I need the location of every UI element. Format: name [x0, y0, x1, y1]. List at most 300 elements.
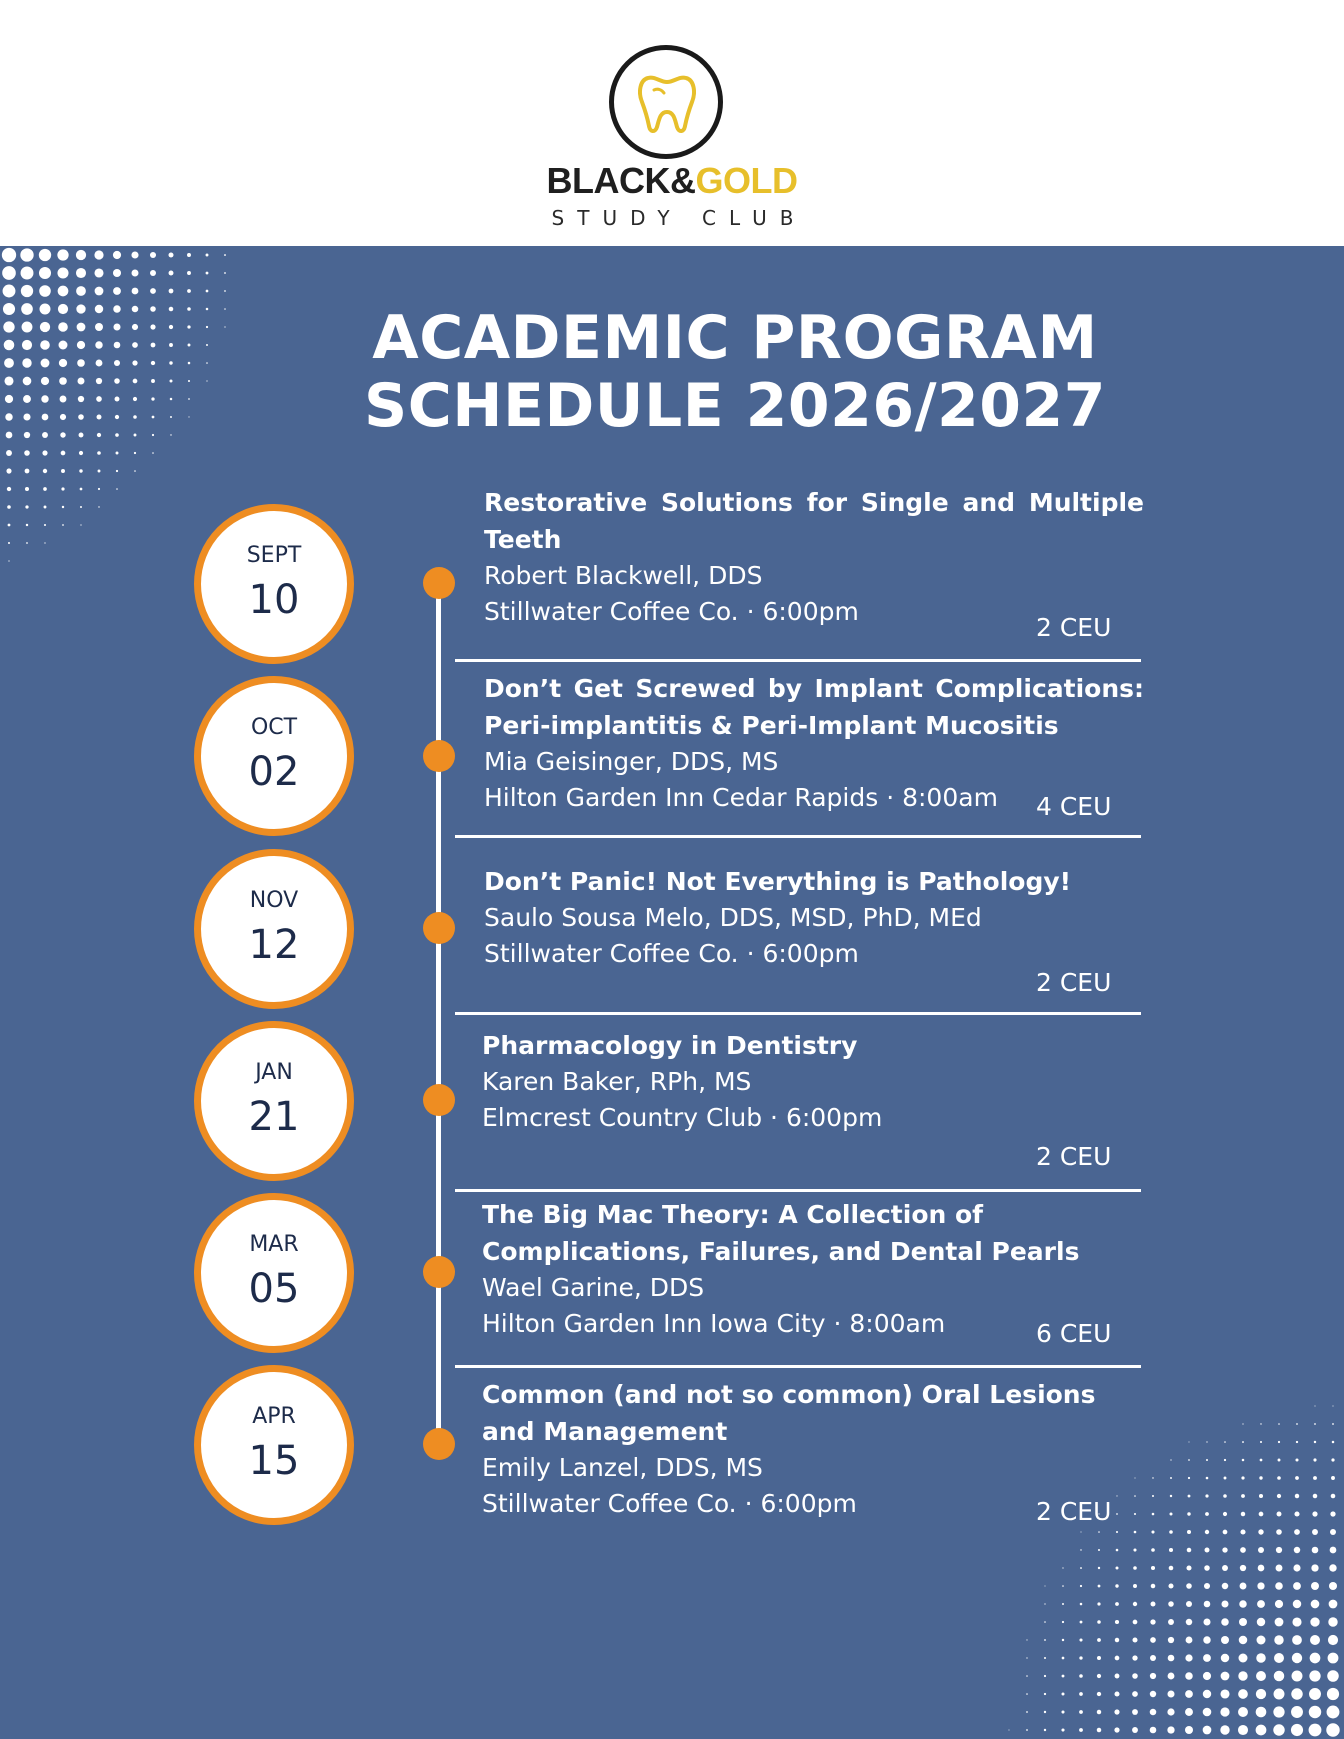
- halftone-dot: [7, 505, 11, 509]
- halftone-dot: [1257, 1600, 1265, 1608]
- halftone-dot: [23, 377, 32, 386]
- halftone-dot: [1274, 1689, 1285, 1700]
- halftone-dot: [1240, 1547, 1246, 1553]
- halftone-dot: [170, 380, 173, 383]
- halftone-dot: [1221, 1618, 1229, 1626]
- event-divider: [455, 659, 1141, 662]
- halftone-dot: [96, 396, 102, 402]
- halftone-dot: [1114, 1691, 1119, 1696]
- halftone-dot: [188, 362, 191, 365]
- halftone-dot: [1241, 1476, 1244, 1479]
- halftone-dot: [1295, 1458, 1298, 1461]
- halftone-dot: [4, 376, 13, 385]
- halftone-dot: [1098, 1567, 1100, 1569]
- halftone-dot: [1242, 1441, 1244, 1443]
- halftone-dot: [1151, 1548, 1155, 1552]
- halftone-dot: [1293, 1582, 1301, 1590]
- date-badge: [194, 676, 354, 836]
- halftone-dot: [170, 434, 171, 435]
- halftone-dot: [6, 432, 13, 439]
- halftone-dot: [132, 360, 137, 365]
- halftone-dot: [169, 289, 174, 294]
- halftone-dot: [113, 305, 120, 312]
- date-month: JAN: [255, 1060, 293, 1085]
- halftone-dot: [95, 323, 103, 331]
- halftone-dot: [1311, 1600, 1320, 1609]
- halftone-dot: [1294, 1529, 1300, 1535]
- halftone-dot: [1238, 1707, 1248, 1717]
- halftone-dot: [96, 378, 102, 384]
- halftone-dot: [59, 377, 67, 385]
- halftone-dot: [1220, 1725, 1229, 1734]
- halftone-dot: [62, 524, 64, 526]
- halftone-dot: [1188, 1477, 1190, 1479]
- halftone-dot: [1044, 1729, 1046, 1731]
- halftone-dot: [23, 395, 31, 403]
- halftone-dot: [132, 306, 139, 313]
- halftone-dot: [1311, 1582, 1319, 1590]
- halftone-dot: [1186, 1565, 1191, 1570]
- halftone-dot: [1332, 1441, 1335, 1444]
- event-venue-time: Hilton Garden Inn Cedar Rapids · 8:00am: [484, 783, 998, 812]
- halftone-dot: [1168, 1619, 1174, 1625]
- halftone-dot: [1273, 1706, 1284, 1717]
- halftone-dot: [77, 341, 85, 349]
- halftone-dot: [1132, 1637, 1137, 1642]
- halftone-dot: [8, 560, 9, 561]
- halftone-dot: [43, 487, 47, 491]
- date-badge: [194, 504, 354, 664]
- halftone-dot: [1186, 1637, 1193, 1644]
- halftone-dot: [1061, 1728, 1064, 1731]
- halftone-dot: [22, 322, 33, 333]
- halftone-dot: [1326, 1723, 1339, 1736]
- event-divider: [455, 1365, 1141, 1368]
- halftone-dot: [1274, 1635, 1283, 1644]
- halftone-dot: [1150, 1727, 1157, 1734]
- halftone-dot: [116, 488, 118, 490]
- halftone-dot: [7, 487, 11, 491]
- halftone-dot: [1168, 1637, 1174, 1643]
- halftone-dot: [150, 252, 156, 258]
- halftone-dot: [131, 251, 138, 258]
- halftone-dot: [1098, 1531, 1100, 1533]
- event-venue-time: Stillwater Coffee Co. · 6:00pm: [482, 1489, 857, 1518]
- timeline-dot: [423, 912, 455, 944]
- halftone-dot: [40, 340, 50, 350]
- halftone-dot: [1259, 1476, 1262, 1479]
- halftone-dot: [150, 306, 156, 312]
- halftone-dot: [1292, 1635, 1302, 1645]
- halftone-dot: [1295, 1476, 1299, 1480]
- brand-subtitle: STUDY CLUB: [551, 206, 807, 230]
- halftone-dot: [2, 266, 16, 280]
- halftone-dot: [1115, 1584, 1118, 1587]
- halftone-dot: [79, 451, 83, 455]
- halftone-dot: [78, 396, 84, 402]
- halftone-dot: [134, 452, 136, 454]
- halftone-dot: [1328, 1617, 1337, 1626]
- halftone-dot: [113, 251, 121, 259]
- halftone-dot: [1273, 1724, 1284, 1735]
- halftone-dot: [1204, 1601, 1211, 1608]
- halftone-dot: [1203, 1672, 1211, 1680]
- halftone-dot: [1220, 1689, 1229, 1698]
- halftone-dot: [169, 307, 174, 312]
- halftone-dot: [1169, 1566, 1174, 1571]
- halftone-dot: [1185, 1654, 1192, 1661]
- halftone-dot: [1259, 1494, 1263, 1498]
- ceu-badge: 6 CEU: [1036, 1319, 1112, 1348]
- halftone-dot: [1276, 1547, 1282, 1553]
- halftone-dot: [1097, 1656, 1101, 1660]
- halftone-dot: [1151, 1602, 1156, 1607]
- date-day: 15: [248, 1438, 300, 1484]
- halftone-dot: [151, 361, 155, 365]
- halftone-dot: [44, 506, 47, 509]
- halftone-dot: [41, 359, 50, 368]
- halftone-dot: [1314, 1405, 1315, 1406]
- halftone-dot: [1061, 1710, 1064, 1713]
- halftone-dot: [1062, 1657, 1065, 1660]
- header: [0, 0, 1344, 246]
- halftone-dot: [151, 343, 156, 348]
- halftone-dot: [132, 270, 139, 277]
- halftone-dot: [1329, 1582, 1337, 1590]
- halftone-dot: [206, 326, 208, 328]
- halftone-dot: [79, 433, 84, 438]
- halftone-dot: [1167, 1690, 1174, 1697]
- halftone-dot: [1203, 1654, 1211, 1662]
- event-venue-time: Hilton Garden Inn Iowa City · 8:00am: [482, 1309, 946, 1338]
- halftone-dot: [3, 285, 16, 298]
- halftone-dot: [1026, 1657, 1027, 1658]
- halftone-dot: [1296, 1441, 1298, 1443]
- halftone-dot: [1328, 1635, 1338, 1645]
- halftone-dot: [1080, 1603, 1083, 1606]
- halftone-dot: [113, 323, 120, 330]
- halftone-dot: [224, 254, 226, 256]
- halftone-dot: [1132, 1691, 1138, 1697]
- halftone-dot: [1169, 1512, 1172, 1515]
- halftone-dot: [1332, 1423, 1334, 1425]
- event-title: Restorative Solutions for Single and Multiple Teeth: [484, 488, 1144, 554]
- halftone-dot: [1187, 1548, 1192, 1553]
- halftone-dot: [1256, 1671, 1266, 1681]
- halftone-dot: [224, 308, 226, 310]
- halftone-dot: [1204, 1565, 1210, 1571]
- halftone-dot: [1026, 1729, 1028, 1731]
- halftone-dot: [1274, 1653, 1284, 1663]
- halftone-dot: [2, 248, 16, 262]
- halftone-dot: [1293, 1600, 1301, 1608]
- halftone-dot: [151, 379, 155, 383]
- halftone-dot: [1062, 1675, 1065, 1678]
- halftone-dot: [1260, 1423, 1261, 1424]
- halftone-dot: [1330, 1529, 1336, 1535]
- halftone-dot: [1133, 1602, 1137, 1606]
- ceu-badge: 4 CEU: [1036, 792, 1112, 821]
- halftone-dot: [1222, 1565, 1228, 1571]
- halftone-dot: [1203, 1636, 1210, 1643]
- halftone-dot: [150, 324, 155, 329]
- halftone-dot: [1314, 1423, 1316, 1425]
- halftone-dot: [1026, 1639, 1027, 1640]
- brand-name-gold: GOLD: [695, 160, 798, 201]
- halftone-dot: [132, 324, 138, 330]
- halftone-dot: [1275, 1618, 1284, 1627]
- date-day: 02: [248, 749, 300, 795]
- halftone-dot: [1097, 1620, 1101, 1624]
- halftone-dot: [206, 272, 209, 275]
- halftone-dot: [1238, 1725, 1248, 1735]
- halftone-dot: [22, 340, 32, 350]
- halftone-dot: [224, 290, 226, 292]
- halftone-dot: [188, 398, 190, 400]
- halftone-dot: [1278, 1459, 1281, 1462]
- halftone-dot: [1259, 1512, 1264, 1517]
- halftone-dot: [1188, 1495, 1191, 1498]
- halftone-dot: [5, 395, 13, 403]
- halftone-dot: [76, 250, 86, 260]
- halftone-dot: [25, 505, 28, 508]
- halftone-dot: [1097, 1602, 1100, 1605]
- halftone-dot: [1312, 1547, 1319, 1554]
- page-title-line-2: SCHEDULE 2026/2027: [364, 371, 1106, 441]
- halftone-dot: [40, 304, 51, 315]
- timeline-dot: [423, 567, 455, 599]
- event-title: Don’t Get Screwed by Implant Complications: Peri-implantitis & Peri-Implant Mucositis: [484, 674, 1144, 740]
- halftone-dot: [1221, 1636, 1229, 1644]
- halftone-dot: [1204, 1583, 1210, 1589]
- halftone-dot: [1310, 1635, 1320, 1645]
- halftone-dot: [42, 432, 48, 438]
- halftone-dot: [115, 433, 119, 437]
- halftone-dot: [1185, 1690, 1193, 1698]
- halftone-dot: [59, 359, 67, 367]
- halftone-dot: [6, 468, 11, 473]
- halftone-dot: [1097, 1674, 1101, 1678]
- brand-name-black: BLACK&: [546, 160, 696, 201]
- halftone-dot: [1062, 1603, 1064, 1605]
- halftone-dot: [98, 488, 100, 490]
- halftone-dot: [1188, 1459, 1190, 1461]
- date-month: APR: [252, 1404, 296, 1429]
- halftone-dot: [1079, 1692, 1083, 1696]
- halftone-dot: [1224, 1477, 1227, 1480]
- halftone-dot: [1311, 1564, 1318, 1571]
- halftone-dot: [1168, 1583, 1173, 1588]
- halftone-dot: [1260, 1459, 1263, 1462]
- ceu-badge: 2 CEU: [1036, 1142, 1112, 1171]
- timeline-dot: [423, 740, 455, 772]
- halftone-dot: [1115, 1656, 1120, 1661]
- halftone-dot: [59, 341, 68, 350]
- halftone-dot: [25, 469, 30, 474]
- halftone-dot: [1115, 1674, 1120, 1679]
- event-venue-time: Stillwater Coffee Co. · 6:00pm: [484, 939, 859, 968]
- halftone-dot: [61, 469, 65, 473]
- halftone-dot: [1330, 1547, 1337, 1554]
- halftone-dot: [1169, 1530, 1173, 1534]
- halftone-dot: [6, 450, 12, 456]
- halftone-dot: [224, 326, 225, 327]
- halftone-dot: [1187, 1512, 1190, 1515]
- halftone-dot: [1168, 1655, 1175, 1662]
- halftone-dot: [1044, 1657, 1046, 1659]
- ceu-badge: 2 CEU: [1036, 1497, 1112, 1526]
- halftone-dot: [152, 416, 155, 419]
- halftone-dot: [1080, 1585, 1082, 1587]
- halftone-dot: [1238, 1671, 1247, 1680]
- halftone-dot: [1309, 1724, 1322, 1737]
- halftone-dot: [1238, 1689, 1248, 1699]
- halftone-dot: [151, 397, 154, 400]
- halftone-dot: [1223, 1530, 1228, 1535]
- halftone-dot: [1045, 1586, 1046, 1587]
- halftone-dot: [4, 358, 14, 368]
- halftone-dot: [1294, 1547, 1300, 1553]
- halftone-dot: [58, 322, 68, 332]
- event-title: The Big Mac Theory: A Collection of Complications, Failures, and Dental Pearls: [482, 1200, 1080, 1266]
- date-badge: [194, 849, 354, 1009]
- halftone-dot: [115, 415, 119, 419]
- halftone-dot: [1310, 1617, 1319, 1626]
- halftone-dot: [1274, 1671, 1285, 1682]
- ceu-badge: 2 CEU: [1036, 968, 1112, 997]
- halftone-dot: [1186, 1583, 1192, 1589]
- halftone-dot: [1256, 1689, 1266, 1699]
- halftone-dot: [1097, 1638, 1101, 1642]
- halftone-dot: [1224, 1441, 1226, 1443]
- halftone-dot: [1152, 1513, 1155, 1516]
- halftone-dot: [21, 267, 34, 280]
- timeline-dot: [423, 1428, 455, 1460]
- halftone-dot: [1258, 1565, 1265, 1572]
- halftone-dot: [1044, 1693, 1046, 1695]
- halftone-dot: [3, 303, 15, 315]
- halftone-dot: [24, 450, 30, 456]
- halftone-dot: [1116, 1549, 1119, 1552]
- date-day: 21: [248, 1094, 300, 1140]
- halftone-dot: [4, 340, 15, 351]
- halftone-dot: [43, 469, 47, 473]
- halftone-dot: [1044, 1711, 1046, 1713]
- halftone-dot: [170, 398, 173, 401]
- halftone-dot: [1206, 1459, 1208, 1461]
- event-divider: [455, 835, 1141, 838]
- halftone-dot: [1114, 1727, 1119, 1732]
- halftone-dot: [41, 395, 48, 402]
- halftone-dot: [1133, 1620, 1138, 1625]
- halftone-dot: [1150, 1673, 1156, 1679]
- halftone-dot: [1203, 1708, 1212, 1717]
- halftone-dot: [114, 360, 120, 366]
- halftone-dot: [1167, 1708, 1174, 1715]
- halftone-dot: [1241, 1512, 1245, 1516]
- halftone-dot: [1062, 1693, 1065, 1696]
- halftone-dot: [1310, 1653, 1321, 1664]
- halftone-dot: [1276, 1529, 1282, 1535]
- halftone-dot: [1151, 1566, 1155, 1570]
- date-day: 10: [248, 577, 300, 623]
- halftone-dot: [1133, 1566, 1137, 1570]
- halftone-dot: [26, 524, 28, 526]
- halftone-dot: [1150, 1709, 1157, 1716]
- halftone-dot: [1044, 1621, 1046, 1623]
- halftone-dot: [1168, 1673, 1175, 1680]
- halftone-dot: [1292, 1653, 1302, 1663]
- halftone-dot: [1133, 1548, 1136, 1551]
- halftone-dot: [133, 415, 137, 419]
- halftone-dot: [1220, 1707, 1229, 1716]
- halftone-dot: [39, 285, 51, 297]
- halftone-dot: [44, 524, 46, 526]
- halftone-dot: [1150, 1619, 1155, 1624]
- halftone-dot: [25, 487, 29, 491]
- halftone-dot: [1277, 1512, 1282, 1517]
- halftone-dot: [1203, 1726, 1212, 1735]
- halftone-dot: [1242, 1423, 1243, 1424]
- halftone-dot: [1239, 1600, 1246, 1607]
- halftone-dot: [1150, 1655, 1156, 1661]
- halftone-dot: [206, 344, 208, 346]
- halftone-dot: [1186, 1619, 1192, 1625]
- halftone-dot: [134, 434, 137, 437]
- halftone-dot: [42, 450, 47, 455]
- halftone-dot: [95, 341, 102, 348]
- halftone-dot: [40, 322, 50, 332]
- halftone-dot: [1026, 1693, 1028, 1695]
- halftone-dot: [1151, 1584, 1156, 1589]
- halftone-dot: [60, 432, 65, 437]
- halftone-dot: [80, 524, 81, 525]
- halftone-dot: [61, 451, 66, 456]
- halftone-dot: [20, 248, 33, 261]
- halftone-dot: [1330, 1511, 1335, 1516]
- halftone-dot: [1080, 1621, 1083, 1624]
- halftone-dot: [187, 307, 191, 311]
- halftone-dot: [188, 344, 191, 347]
- halftone-dot: [1278, 1441, 1280, 1443]
- halftone-dot: [1062, 1639, 1064, 1641]
- halftone-dot: [169, 361, 172, 364]
- halftone-dot: [1313, 1494, 1318, 1499]
- halftone-dot: [1203, 1618, 1210, 1625]
- halftone-dot: [60, 396, 67, 403]
- halftone-dot: [1257, 1618, 1265, 1626]
- event-speaker: Karen Baker, RPh, MS: [482, 1067, 752, 1096]
- halftone-dot: [1080, 1567, 1082, 1569]
- event-divider: [455, 1189, 1141, 1192]
- halftone-dot: [1150, 1637, 1156, 1643]
- halftone-dot: [1116, 1531, 1118, 1533]
- ceu-badge: 2 CEU: [1036, 613, 1112, 642]
- halftone-dot: [1309, 1670, 1320, 1681]
- tooth-icon: [638, 70, 696, 136]
- halftone-dot: [78, 414, 84, 420]
- halftone-dot: [1115, 1638, 1119, 1642]
- halftone-dot: [1026, 1675, 1028, 1677]
- halftone-dot: [1008, 1729, 1009, 1730]
- halftone-dot: [113, 287, 121, 295]
- halftone-dot: [39, 249, 51, 261]
- halftone-dot: [1205, 1494, 1208, 1497]
- halftone-dot: [187, 289, 191, 293]
- halftone-dot: [1292, 1671, 1303, 1682]
- halftone-dot: [187, 325, 190, 328]
- halftone-dot: [1079, 1638, 1082, 1641]
